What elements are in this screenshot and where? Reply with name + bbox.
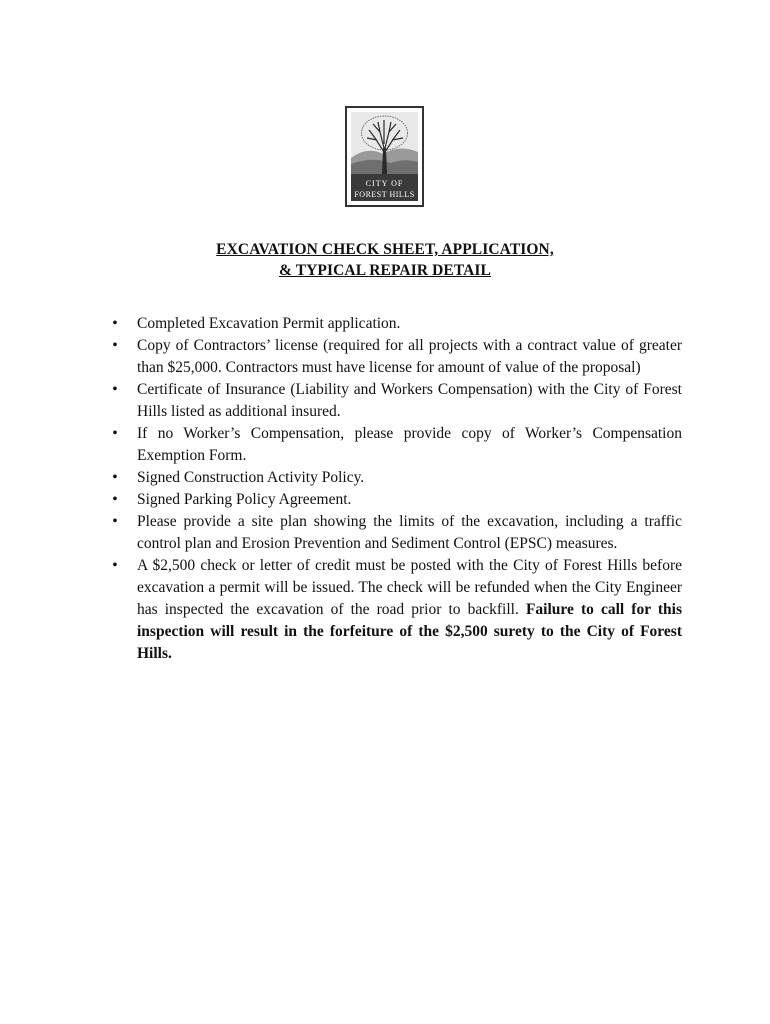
item-bold-text: Failure to call for this inspection will result in the forfeiture of the $2,500 surety to the City of Forest Hills. [137, 601, 683, 662]
checklist [110, 313, 682, 665]
city-logo [345, 106, 424, 207]
item-text: Please provide a site plan showing the limits of the excavation, including a traffic control plan and Erosion Prevention and Sediment Control (EPSC) measures. [137, 513, 682, 552]
item-text: Completed Excavation Permit application. [137, 315, 401, 332]
list-item [110, 489, 682, 511]
list-item [110, 335, 682, 379]
list-item [110, 555, 682, 665]
bullet: • [112, 491, 118, 508]
item-text: If no Worker’s Compensation, please provide copy of Worker’s Compensation Exemption Form. [137, 425, 682, 464]
list-item [110, 313, 682, 335]
item-text: A $2,500 check or letter of credit must be posted with the City of Forest Hills before excavation a permit will be issued. The check will be refunded when the City Engineer has inspected the excavation of the road prior to backfill. [137, 557, 682, 618]
bullet: • [112, 381, 118, 398]
tree-logo-icon [347, 108, 422, 205]
title-line1: EXCAVATION CHECK SHEET, APPLICATION, [216, 241, 554, 258]
bullet: • [112, 337, 118, 354]
list-item [110, 467, 682, 489]
item-text: Certificate of Insurance (Liability and Workers Compensation) with the City of Forest Hills listed as additional insured. [137, 381, 682, 420]
list-item [110, 379, 682, 423]
item-text: Copy of Contractors’ license (required for all projects with a contract value of greater than $25,000. Contractors must have license for amount of value of the proposal) [137, 337, 682, 376]
logo-line2: FOREST HILLS [354, 190, 415, 199]
bullet: • [112, 513, 118, 530]
item-text: Signed Parking Policy Agreement. [137, 491, 352, 508]
bullet: • [112, 557, 118, 574]
logo-line1: CITY OF [365, 179, 404, 188]
title-line2: & TYPICAL REPAIR DETAIL [278, 262, 491, 279]
list-item [110, 511, 682, 555]
bullet: • [112, 469, 118, 486]
item-text: Signed Construction Activity Policy. [137, 469, 365, 486]
list-item [110, 423, 682, 467]
bullet: • [112, 425, 118, 442]
bullet: • [112, 315, 118, 332]
page-title [0, 239, 770, 281]
